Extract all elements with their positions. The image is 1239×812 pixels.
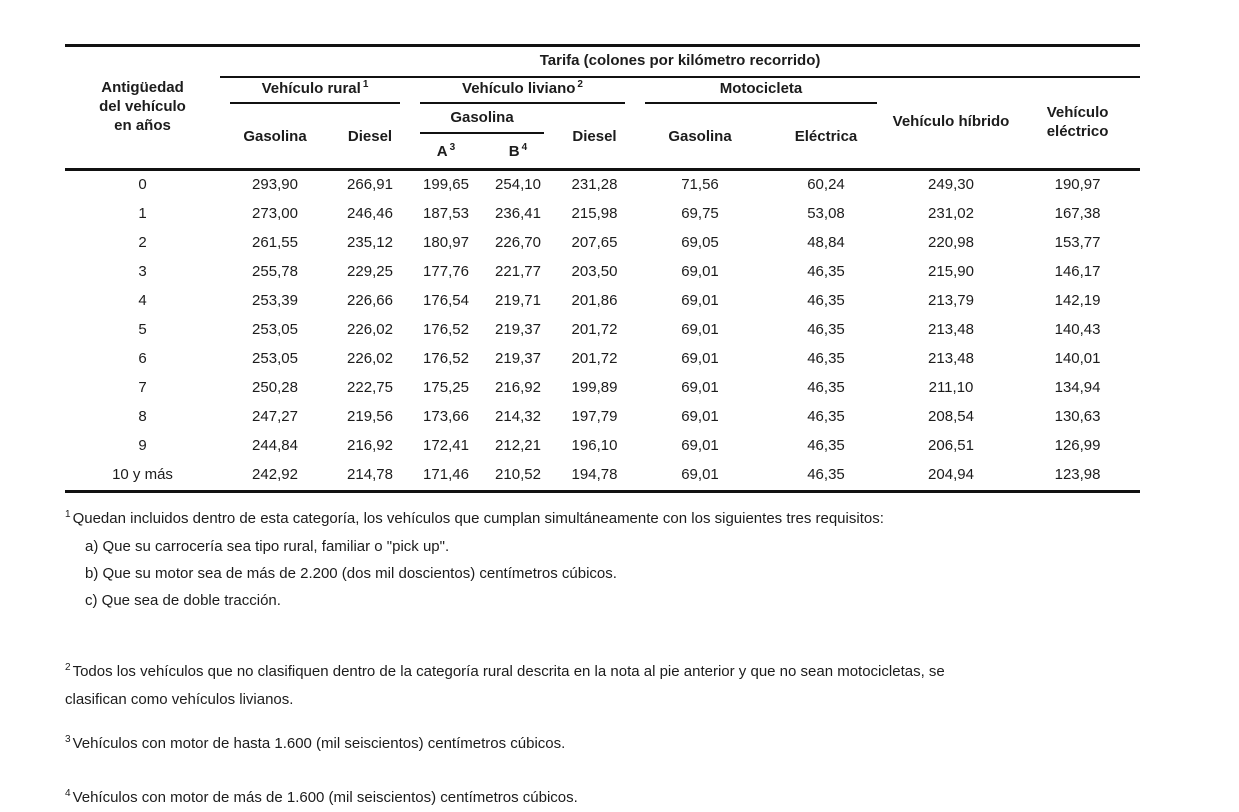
row-header-age [65, 46, 220, 170]
value-cell: 204,94 [887, 461, 1015, 492]
value-cell: 142,19 [1054, 292, 1101, 310]
table-row [65, 403, 1140, 432]
subgroup-liviano-gasolina-label: Gasolina [420, 109, 544, 134]
value-cell: 69,01 [681, 292, 719, 310]
value-cell: 219,37 [495, 321, 541, 339]
value-cell: 242,92 [220, 461, 330, 492]
col-b-label: B [508, 142, 520, 160]
col-header-rural-gasolina: Gasolina [243, 127, 307, 145]
value-cell: 123,98 [1015, 461, 1140, 492]
age-cell: 6 [138, 350, 147, 368]
age-cell: 9 [138, 437, 147, 455]
value-cell: 253,39 [252, 292, 298, 310]
value-cell: 216,92 [347, 437, 393, 455]
age-cell: 1 [138, 205, 147, 223]
table-row [65, 170, 1140, 201]
value-cell: 48,84 [807, 234, 845, 252]
table-row [65, 287, 1140, 316]
table-header [65, 46, 1140, 170]
value-cell: 201,86 [571, 292, 618, 310]
value-cell: 220,98 [928, 234, 974, 252]
footnote-3 [65, 730, 1239, 758]
value-cell: 214,32 [495, 408, 541, 426]
value-cell: 231,02 [928, 205, 974, 223]
value-cell: 208,54 [928, 408, 974, 426]
footnote-4 [65, 784, 1239, 812]
value-cell: 177,76 [423, 263, 469, 281]
age-cell: 5 [138, 321, 147, 339]
value-cell: 69,05 [681, 234, 719, 252]
group-header-liviano [410, 77, 635, 107]
footnote-1-text: Quedan incluidos dentro de esta categoría, los vehículos que cumplan simultáneamente con los siguientes tres requisitos: [72, 510, 884, 527]
value-cell: 69,01 [681, 350, 719, 368]
value-cell: 46,35 [807, 292, 845, 310]
value-cell: 229,25 [347, 263, 393, 281]
table-row [65, 432, 1140, 461]
value-cell: 266,91 [330, 170, 410, 201]
col-header-liviano-a [410, 137, 482, 170]
table-row [65, 345, 1140, 374]
value-cell: 210,52 [482, 461, 554, 492]
table-row [65, 374, 1140, 403]
value-cell: 249,30 [887, 170, 1015, 201]
footnote-1-item-b: b) Que su motor sea de más de 2.200 (dos mil doscientos) centímetros cúbicos. [85, 565, 617, 582]
value-cell: 69,01 [681, 437, 719, 455]
value-cell: 213,48 [928, 321, 974, 339]
value-cell: 69,01 [635, 461, 765, 492]
footnote-1-item-c: c) Que sea de doble tracción. [85, 592, 281, 609]
value-cell: 226,66 [347, 292, 393, 310]
age-cell: 7 [138, 379, 147, 397]
col-header-liviano-diesel: Diesel [572, 127, 617, 145]
group-header-rural [220, 77, 410, 107]
age-cell: 3 [138, 263, 147, 281]
group-header-motocicleta [635, 77, 887, 107]
value-cell: 226,70 [495, 234, 541, 252]
footnote-ref-4: 4 [521, 141, 528, 153]
col-header-electrico: Vehículo eléctrico [1046, 104, 1109, 140]
value-cell: 126,99 [1054, 437, 1101, 455]
value-cell: 213,79 [928, 292, 974, 310]
value-cell: 236,41 [495, 205, 541, 223]
value-cell: 255,78 [252, 263, 298, 281]
value-cell: 226,02 [347, 321, 393, 339]
group-rural-label: Vehículo rural [261, 79, 361, 97]
footnote-ref-3: 3 [449, 141, 456, 153]
value-cell: 69,01 [681, 321, 719, 339]
value-cell: 153,77 [1054, 234, 1101, 252]
value-cell: 46,35 [807, 379, 845, 397]
value-cell: 180,97 [423, 234, 469, 252]
value-cell: 293,90 [220, 170, 330, 201]
footnotes [65, 505, 1239, 812]
footnote-2-sup: 2 [65, 662, 71, 673]
value-cell: 167,38 [1054, 205, 1101, 223]
col-header-hibrido: Vehículo híbrido [892, 113, 1010, 131]
value-cell: 140,01 [1054, 350, 1101, 368]
footnote-3-text: Vehículos con motor de hasta 1.600 (mil seiscientos) centímetros cúbicos. [72, 735, 566, 752]
value-cell: 175,25 [423, 379, 469, 397]
table-row [65, 229, 1140, 258]
value-cell: 146,17 [1054, 263, 1101, 281]
value-cell: 69,01 [681, 263, 719, 281]
footnote-1-item-a: a) Que su carrocería sea tipo rural, familiar o "pick up". [85, 538, 450, 555]
footnote-1 [65, 505, 1239, 614]
group-moto-label: Motocicleta [645, 80, 877, 105]
age-cell: 8 [138, 408, 147, 426]
value-cell: 134,94 [1054, 379, 1101, 397]
col-header-moto-electrica: Eléctrica [794, 127, 858, 145]
value-cell: 46,35 [807, 321, 845, 339]
value-cell: 246,46 [347, 205, 393, 223]
value-cell: 176,52 [423, 321, 469, 339]
value-cell: 247,27 [252, 408, 298, 426]
value-cell: 194,78 [554, 461, 635, 492]
value-cell: 197,79 [571, 408, 618, 426]
value-cell: 219,71 [495, 292, 541, 310]
value-cell: 176,54 [423, 292, 469, 310]
value-cell: 215,90 [928, 263, 974, 281]
footnote-ref-2: 2 [577, 78, 583, 90]
value-cell: 231,28 [554, 170, 635, 201]
value-cell: 222,75 [347, 379, 393, 397]
value-cell: 216,92 [495, 379, 541, 397]
value-cell: 235,12 [347, 234, 393, 252]
value-cell: 201,72 [571, 350, 618, 368]
table-row [65, 200, 1140, 229]
value-cell: 46,35 [807, 263, 845, 281]
value-cell: 253,05 [252, 321, 298, 339]
value-cell: 261,55 [252, 234, 298, 252]
age-cell: 0 [65, 170, 220, 201]
footnote-2-text: Todos los vehículos que no clasifiquen dentro de la categoría rural descrita en la nota al pie anterior y que no sean motocicletas, se clasifican como vehículos livianos. [65, 663, 945, 708]
value-cell: 69,01 [681, 408, 719, 426]
value-cell: 221,77 [495, 263, 541, 281]
value-cell: 244,84 [252, 437, 298, 455]
value-cell: 203,50 [571, 263, 618, 281]
value-cell: 207,65 [571, 234, 618, 252]
value-cell: 253,05 [252, 350, 298, 368]
footnote-2 [65, 658, 975, 714]
col-header-moto-gasolina: Gasolina [668, 127, 732, 145]
value-cell: 254,10 [482, 170, 554, 201]
value-cell: 46,35 [807, 408, 845, 426]
value-cell: 130,63 [1054, 408, 1101, 426]
value-cell: 53,08 [807, 205, 845, 223]
value-cell: 190,97 [1015, 170, 1140, 201]
value-cell: 171,46 [410, 461, 482, 492]
footnote-ref-1: 1 [362, 78, 369, 90]
value-cell: 187,53 [423, 205, 469, 223]
value-cell: 71,56 [635, 170, 765, 201]
tariff-table [65, 44, 1140, 493]
value-cell: 215,98 [571, 205, 618, 223]
col-header-rural-diesel: Diesel [347, 127, 393, 145]
value-cell: 173,66 [423, 408, 469, 426]
age-cell: 10 y más [65, 461, 220, 492]
row-header-age-label: Antigüedad del vehículo en años [99, 79, 186, 134]
group-liviano-label: Vehículo liviano [462, 79, 576, 97]
value-cell: 69,75 [681, 205, 719, 223]
value-cell: 214,78 [330, 461, 410, 492]
table-title: Tarifa (colones por kilómetro recorrido) [220, 46, 1140, 77]
table-row [65, 461, 1140, 492]
value-cell: 140,43 [1054, 321, 1101, 339]
table-row [65, 316, 1140, 345]
table-body [65, 170, 1140, 492]
value-cell: 219,37 [495, 350, 541, 368]
value-cell: 273,00 [252, 205, 298, 223]
col-a-label: A [436, 142, 448, 160]
footnote-4-text: Vehículos con motor de más de 1.600 (mil seiscientos) centímetros cúbicos. [72, 789, 578, 806]
value-cell: 212,21 [495, 437, 541, 455]
value-cell: 226,02 [347, 350, 393, 368]
col-header-liviano-b [482, 137, 554, 170]
footnote-3-sup: 3 [65, 734, 71, 745]
value-cell: 199,65 [410, 170, 482, 201]
value-cell: 46,35 [765, 461, 887, 492]
value-cell: 46,35 [807, 350, 845, 368]
value-cell: 219,56 [347, 408, 393, 426]
age-cell: 4 [138, 292, 147, 310]
value-cell: 206,51 [928, 437, 974, 455]
age-cell: 2 [138, 234, 147, 252]
value-cell: 69,01 [681, 379, 719, 397]
value-cell: 201,72 [571, 321, 618, 339]
value-cell: 199,89 [571, 379, 618, 397]
value-cell: 172,41 [423, 437, 469, 455]
value-cell: 211,10 [928, 379, 974, 397]
value-cell: 60,24 [765, 170, 887, 201]
table-row [65, 258, 1140, 287]
value-cell: 46,35 [807, 437, 845, 455]
value-cell: 213,48 [928, 350, 974, 368]
footnote-1-sup: 1 [65, 509, 71, 520]
value-cell: 176,52 [423, 350, 469, 368]
footnote-4-sup: 4 [65, 788, 71, 799]
value-cell: 250,28 [252, 379, 298, 397]
value-cell: 196,10 [571, 437, 618, 455]
subgroup-header-liviano-gasolina [410, 107, 554, 137]
